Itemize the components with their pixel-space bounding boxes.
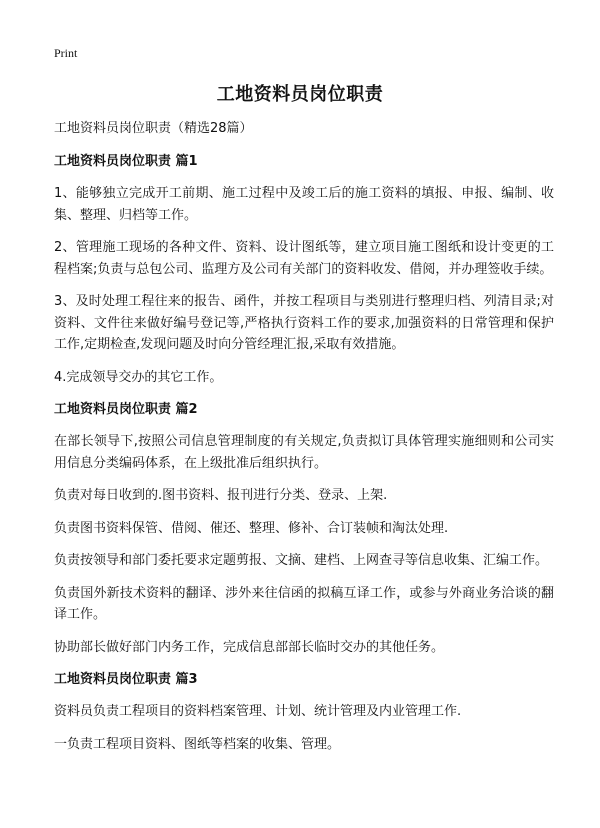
paragraph: 1、能够独立完成开工前期、施工过程中及竣工后的施工资料的填报、申报、编制、收集、整理、归档等工作。	[54, 186, 554, 223]
section-heading: 工地资料员岗位职责 篇1	[54, 154, 198, 169]
paragraph: 负责国外新技术资料的翻译、涉外来往信函的拟稿互译工作，或参与外商业务洽谈的翻译工作。	[54, 585, 554, 622]
paragraph: 2、管理施工现场的各种文件、资料、设计图纸等，建立项目施工图纸和设计变更的工程档案;负责与总包公司、监理方及公司有关部门的资料收发、借阅，并办理签收手续。	[54, 240, 554, 277]
document-subtitle: 工地资料员岗位职责（精选28篇）	[54, 121, 253, 136]
paragraph: 3、及时处理工程往来的报告、函件，并按工程项目与类别进行整理归档、列清目录;对资料、文件往来做好编号登记等,严格执行资料工作的要求,加强资料的日常管理和保护工作,定期检查,发现问题及时向分管经理汇报,采取有效措施。	[54, 294, 554, 352]
paragraph: 在部长领导下,按照公司信息管理制度的有关规定,负责拟订具体管理实施细则和公司实用信息分类编码体系，在上级批准后组织执行。	[54, 434, 554, 471]
section-heading: 工地资料员岗位职责 篇3	[54, 672, 198, 687]
paragraph: 负责按领导和部门委托要求定题剪报、文摘、建档、上网查寻等信息收集、汇编工作。	[54, 553, 549, 568]
paragraph: 负责对每日收到的.图书资料、报刊进行分类、登录、上架.	[54, 488, 388, 503]
page-title: 工地资料员岗位职责	[216, 84, 384, 105]
section-heading: 工地资料员岗位职责 篇2	[54, 402, 198, 417]
paragraph: 一负责工程项目资料、图纸等档案的收集、管理。	[54, 736, 341, 752]
section-2	[54, 399, 554, 658]
paragraph: 协助部长做好部门内务工作，完成信息部部长临时交办的其他任务。	[54, 639, 445, 655]
section-3	[54, 669, 554, 755]
document-body	[54, 118, 554, 766]
print-label: Print	[54, 46, 78, 60]
section-1	[54, 151, 554, 388]
paragraph: 4.完成领导交办的其它工作。	[54, 369, 223, 385]
paragraph: 资料员负责工程项目的资料档案管理、计划、统计管理及内业管理工作.	[54, 704, 462, 719]
paragraph: 负责图书资料保管、借阅、催还、整理、修补、合订装帧和淘汰处理.	[54, 520, 449, 536]
